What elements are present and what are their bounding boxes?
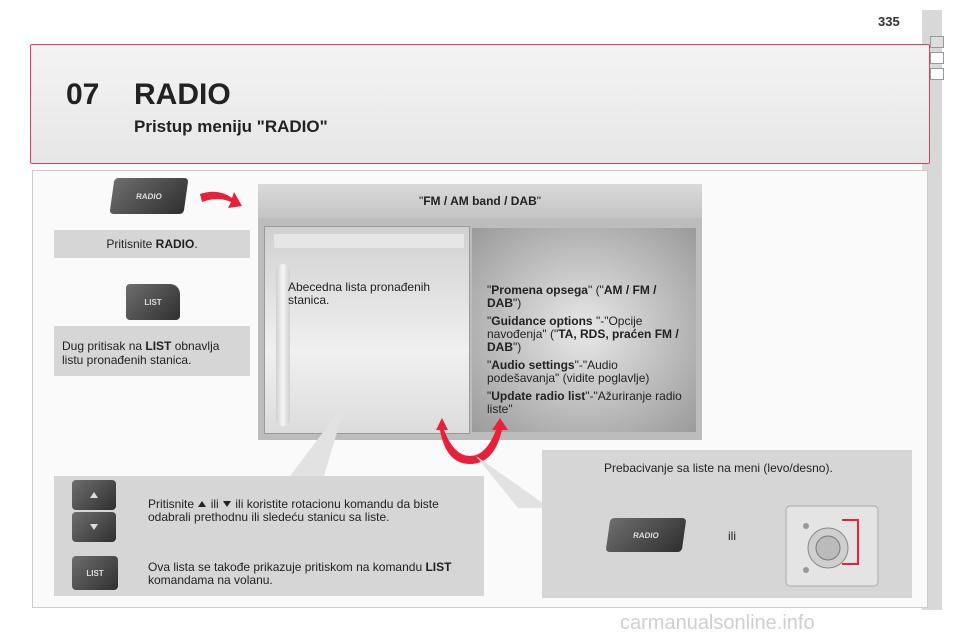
side-square-icon [930, 68, 944, 80]
menu-item: "Update radio list"-"Ažuriranje radio liste" [487, 389, 682, 416]
step-text: Pritisnite [106, 237, 156, 251]
down-button-image [72, 512, 116, 542]
switch-description: Prebacivanje sa liste na meni (levo/desno). [604, 461, 833, 475]
page-number: 335 [878, 14, 900, 29]
quote: " [536, 194, 542, 208]
step-key: LIST [145, 339, 172, 353]
menu-item: "Audio settings"-"Audio podešavanja" (vidite poglavlje) [487, 358, 650, 385]
list-button-image [126, 284, 180, 320]
menu-item: "Guidance options "-"Opcije navođenja" ("TA, RDS, praćen FM / DAB") [487, 314, 679, 354]
up-triangle-icon [197, 500, 207, 508]
list-button-label: LIST [86, 568, 104, 578]
red-arrow-icon [196, 184, 246, 214]
text: LIST [425, 560, 452, 574]
menu-item: "Promena opsega" ("AM / FM / DAB") [487, 283, 657, 310]
step-text: obnavlja listu pronađenih stanica. [62, 339, 220, 367]
step-list-box [54, 326, 250, 376]
down-triangle-icon [89, 523, 99, 531]
list-wheel-button-image [72, 556, 118, 590]
up-triangle-icon [89, 491, 99, 499]
step-key: RADIO [155, 237, 195, 251]
text: komandama na volanu. [148, 573, 273, 587]
up-button-image [72, 480, 116, 510]
text: ili [207, 497, 223, 511]
screen-header [258, 184, 702, 218]
radio-button-label: RADIO [632, 530, 660, 540]
radio-button-image [606, 518, 687, 552]
text: Pritisnite [148, 497, 198, 511]
station-list-description: Abecedna lista pronađenih stanica. [288, 280, 431, 307]
chapter-number: 07 [66, 78, 100, 111]
page-title: RADIO [134, 78, 231, 111]
list-top-bar [274, 234, 464, 248]
step-text: . [194, 237, 198, 251]
step-radio-box [54, 230, 250, 258]
side-square-icon [930, 52, 944, 64]
down-triangle-icon [222, 500, 232, 508]
bottom-left-text-2 [148, 561, 478, 587]
or-text: ili [728, 529, 736, 543]
side-square-icon [930, 36, 944, 48]
step-text: Dug pritisak na [62, 339, 146, 353]
text: ili koristite rotacionu komandu da biste odabrali prethodnu ili sledeću stanicu sa liste. [148, 497, 439, 524]
page-subtitle: Pristup meniju "RADIO" [134, 117, 328, 136]
radio-button-label: RADIO [135, 191, 163, 201]
watermark: carmanualsonline.info [620, 612, 815, 634]
screen-header-text: FM / AM band / DAB [423, 194, 537, 208]
bottom-left-text-1 [148, 498, 478, 524]
quote: " [418, 194, 424, 208]
text: Ova lista se takođe prikazuje pritiskom na komandu [148, 560, 426, 574]
radio-button-image [109, 178, 188, 214]
rotary-control-image [784, 504, 880, 588]
list-button-label: LIST [144, 297, 162, 307]
